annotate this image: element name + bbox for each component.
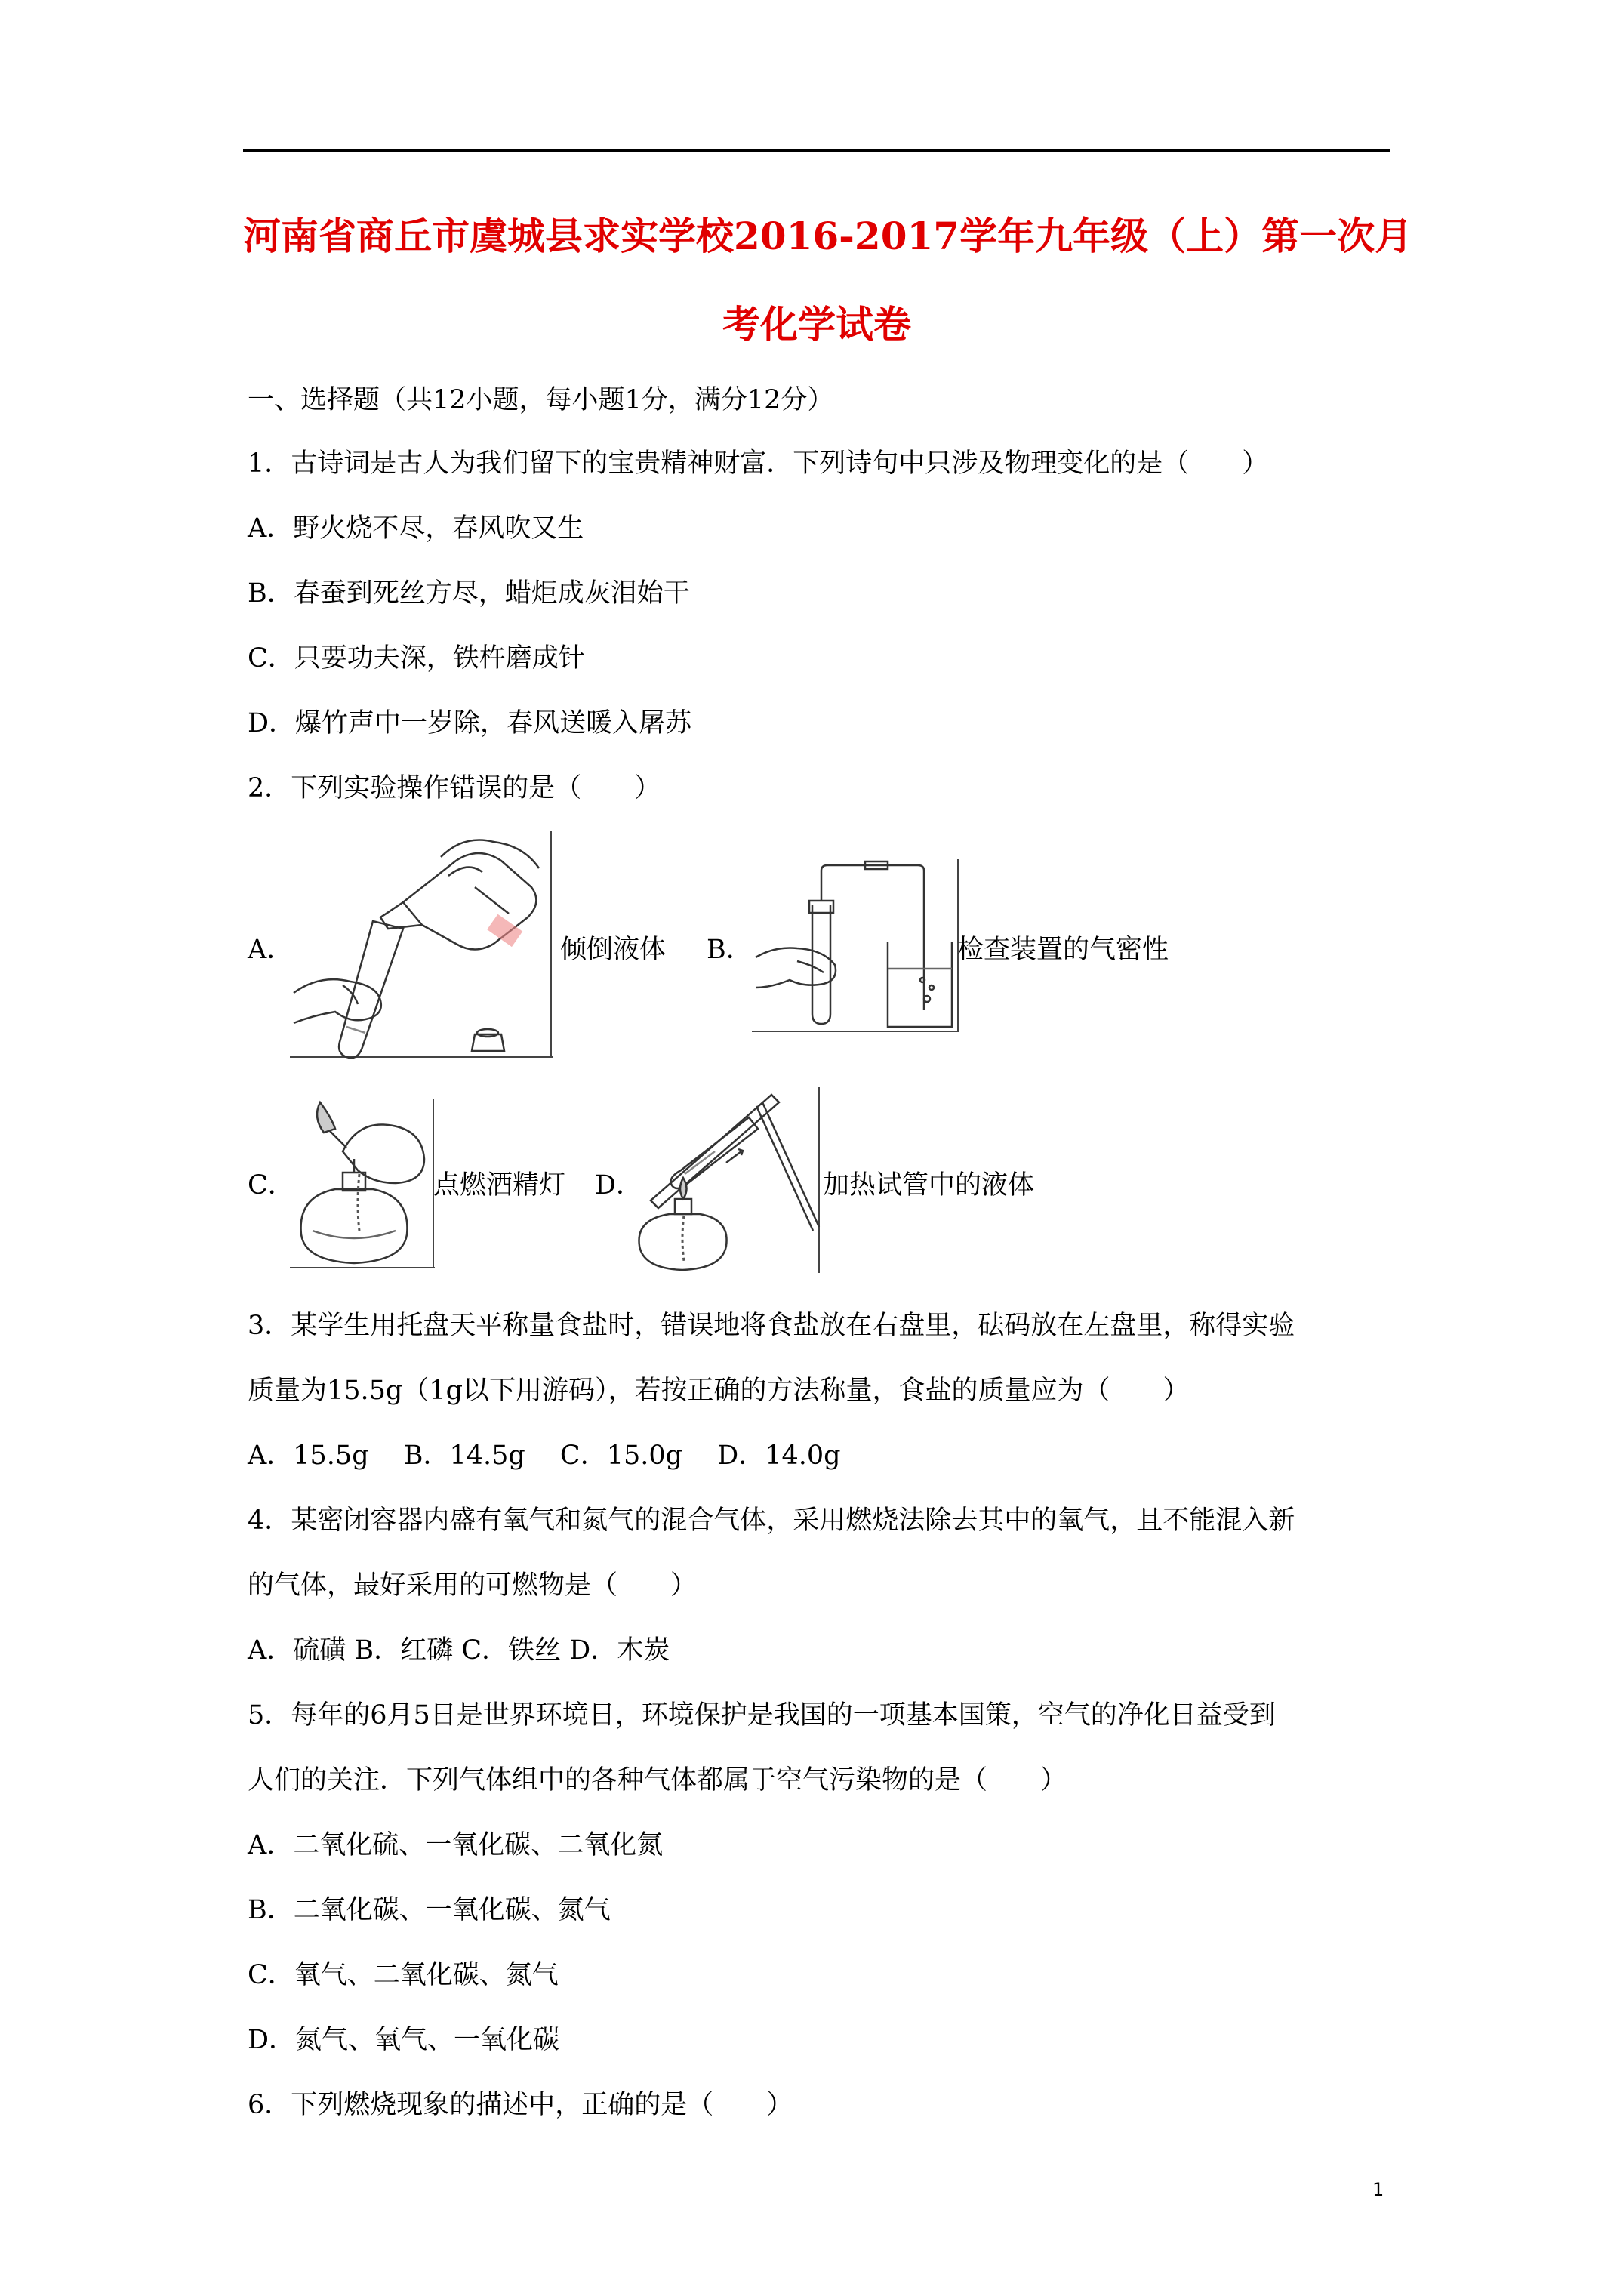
q4-stem-line2: 的气体，最好采用的可燃物是（ ） [248, 1570, 698, 1601]
q2-figure-a-pouring-liquid [290, 831, 553, 1061]
q1-option-c: C．只要功夫深，铁杵磨成针 [248, 643, 585, 673]
page-number: 1 [1372, 2179, 1384, 2200]
q6-stem: 6．下列燃烧现象的描述中，正确的是（ ） [248, 2090, 793, 2120]
q5-stem-line1: 5．每年的6月5日是世界环境日，环境保护是我国的一项基本国策，空气的净化日益受到 [248, 1700, 1276, 1730]
q2-option-d-caption: 加热试管中的液体 [823, 1170, 1035, 1200]
q3-stem-line1: 3．某学生用托盘天平称量食盐时，错误地将食盐放在右盘里，砝码放在左盘里，称得实验 [248, 1311, 1295, 1341]
q1-option-d: D．爆竹声中一岁除，春风送暖入屠苏 [248, 708, 692, 738]
header-rule [243, 149, 1390, 152]
q1-stem: 1．古诗词是古人为我们留下的宝贵精神财富．下列诗句中只涉及物理变化的是（ ） [248, 448, 1269, 479]
q2-option-a-caption: 倾倒液体 [560, 935, 667, 965]
q2-stem: 2．下列实验操作错误的是（ ） [248, 773, 661, 803]
q3-options: A．15.5g B．14.5g C．15.0g D．14.0g [248, 1441, 841, 1471]
q5-stem-line2: 人们的关注．下列气体组中的各种气体都属于空气污染物的是（ ） [248, 1765, 1067, 1795]
q1-option-a: A．野火烧不尽，春风吹又生 [248, 513, 584, 544]
exam-title-line2: 考化学试卷 [722, 302, 911, 347]
q2-option-a-letter: A． [248, 935, 294, 965]
section-heading: 一、选择题（共12小题，每小题1分，满分12分） [248, 385, 834, 415]
q2-option-c-letter: C． [248, 1170, 294, 1200]
q5-option-d: D．氮气、氧气、一氧化碳 [248, 2025, 560, 2055]
q2-option-d-letter: D． [595, 1170, 643, 1200]
q4-stem-line1: 4．某密闭容器内盛有氧气和氮气的混合气体，采用燃烧法除去其中的氧气，且不能混入新 [248, 1505, 1295, 1536]
q2-figure-d-heating-liquid [636, 1087, 821, 1276]
q2-option-b-caption: 检查装置的气密性 [957, 935, 1169, 965]
exam-title-line1: 河南省商丘市虞城县求实学校2016-2017学年九年级（上）第一次月 [243, 214, 1413, 258]
q5-option-b: B．二氧化碳、一氧化碳、氮气 [248, 1895, 611, 1925]
q2-figure-b-airtightness [752, 859, 959, 1034]
q3-stem-line2: 质量为15.5g（1g以下用游码），若按正确的方法称量，食盐的质量应为（ ） [248, 1376, 1190, 1406]
q1-option-b: B．春蚕到死丝方尽，蜡炬成灰泪始干 [248, 578, 690, 609]
q5-option-c: C．氧气、二氧化碳、氮气 [248, 1960, 559, 1990]
q2-figure-c-lighting-alcohol-lamp [290, 1099, 435, 1271]
q4-options: A．硫磺 B．红磷 C．铁丝 D．木炭 [248, 1635, 670, 1666]
q5-option-a: A．二氧化硫、一氧化碳、二氧化氮 [248, 1830, 664, 1860]
q2-option-c-caption: 点燃酒精灯 [433, 1170, 566, 1200]
q2-option-b-letter: B． [707, 935, 753, 965]
